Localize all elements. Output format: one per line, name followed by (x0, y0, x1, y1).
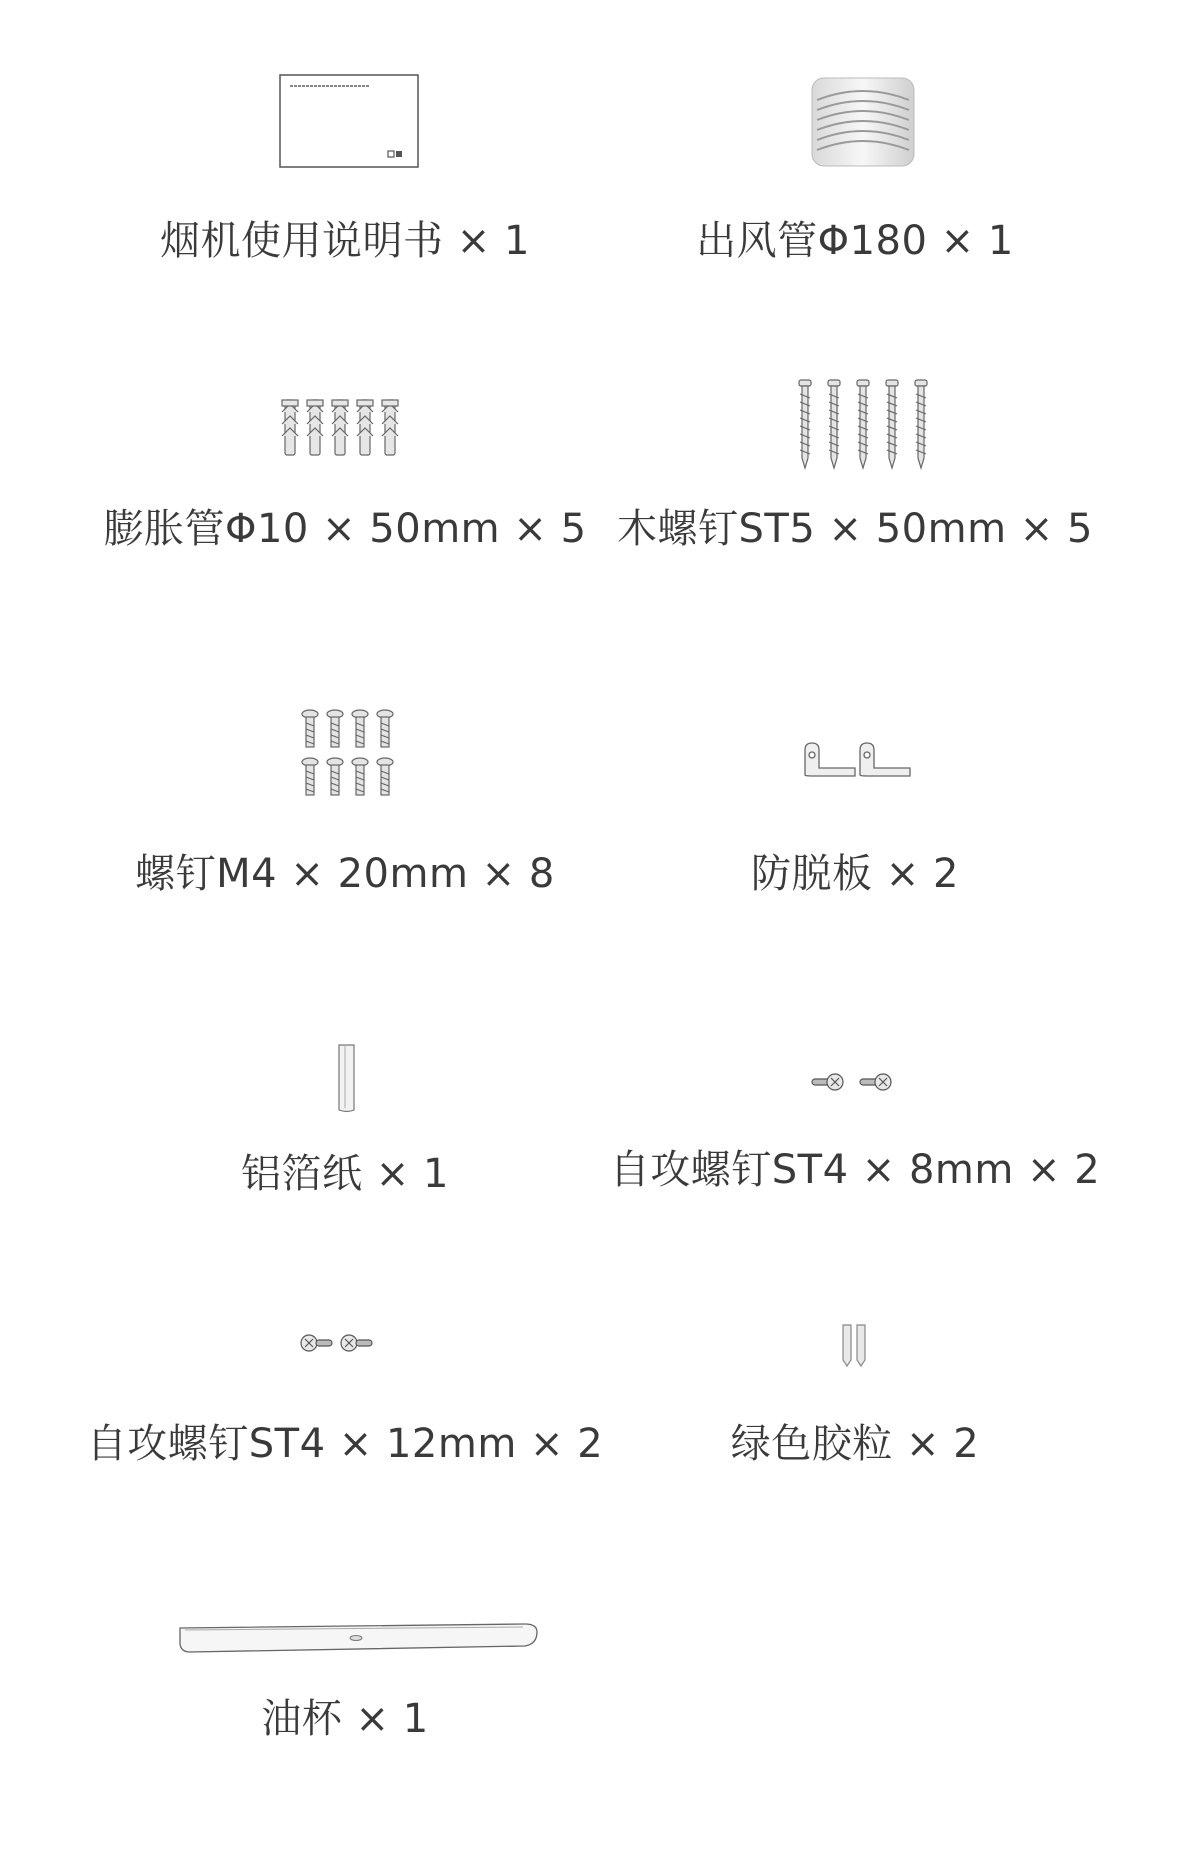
item-label: 油杯 × 1 (261, 1696, 429, 1742)
accessory-item-wood-screws (555, 380, 1155, 580)
item-label: 烟机使用说明书 × 1 (160, 218, 530, 264)
oil-cup-icon (45, 1600, 645, 1680)
wood-screw-icon (555, 380, 1155, 490)
rubber-plug-icon (555, 1320, 1155, 1400)
accessory-item-self-tapping-screws-8mm (555, 1040, 1155, 1240)
accessory-item-oil-cup (45, 1600, 645, 1800)
item-label: 铝箔纸 × 1 (241, 1151, 449, 1197)
accessory-item-green-rubber-plugs (555, 1320, 1155, 1520)
accessory-item-anti-drop-brackets (555, 710, 1155, 910)
item-label: 膨胀管Φ10 × 50mm × 5 (103, 506, 587, 552)
exhaust-duct-icon (555, 60, 1155, 180)
item-label: 螺钉M4 × 20mm × 8 (135, 851, 555, 897)
bracket-icon (555, 710, 1155, 810)
item-label: 绿色胶粒 × 2 (730, 1421, 980, 1467)
accessory-item-exhaust-duct (555, 60, 1155, 300)
item-label: 防脱板 × 2 (751, 851, 959, 897)
item-label: 出风管Φ180 × 1 (696, 218, 1014, 264)
item-label: 木螺钉ST5 × 50mm × 5 (617, 506, 1093, 552)
item-label: 自攻螺钉ST4 × 12mm × 2 (86, 1421, 604, 1467)
item-label: 自攻螺钉ST4 × 8mm × 2 (609, 1147, 1101, 1193)
self-tapping-screw-icon (555, 1040, 1155, 1140)
